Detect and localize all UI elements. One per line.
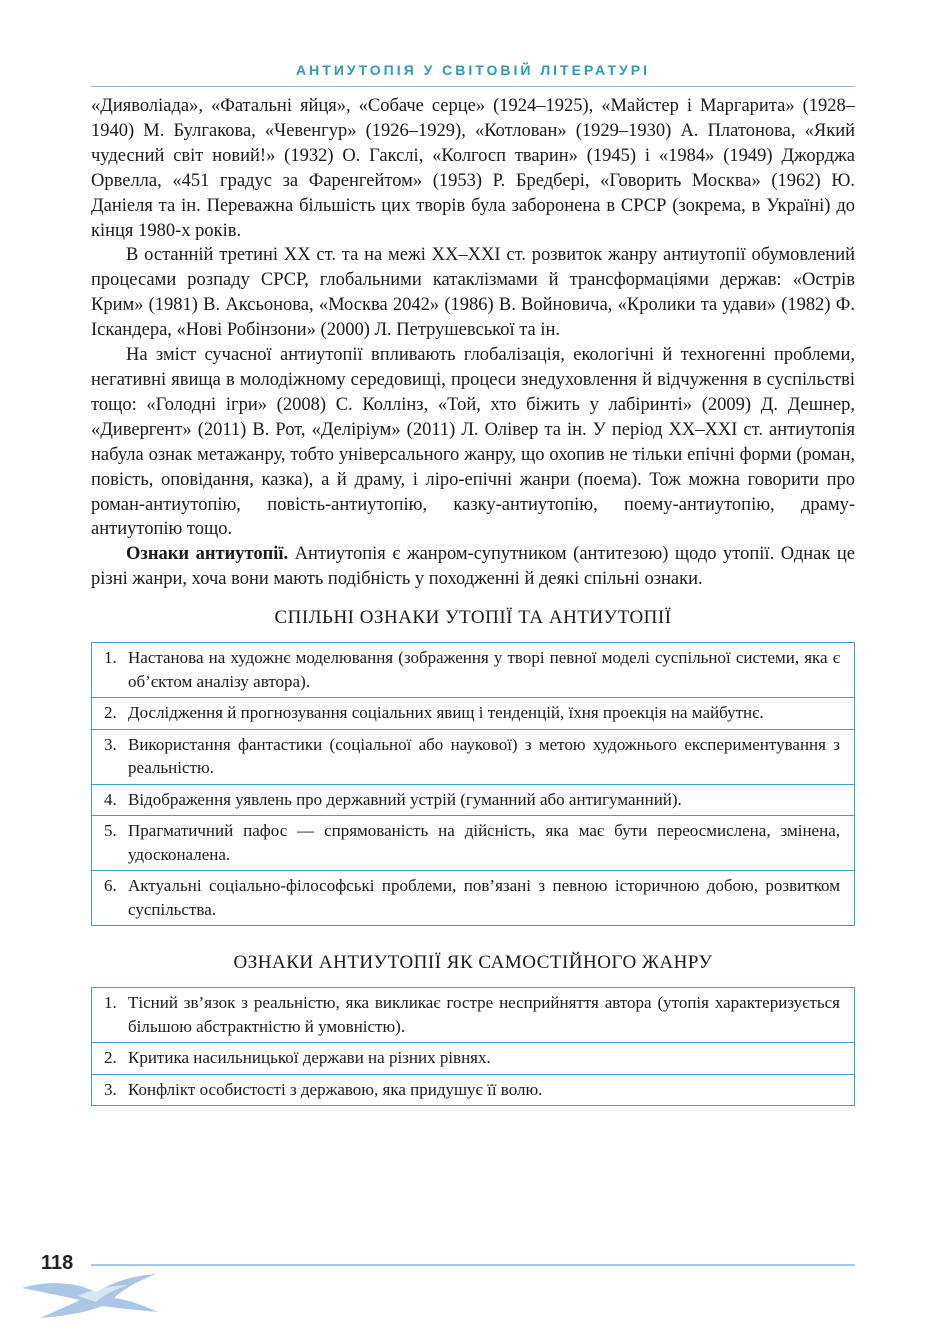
table-row xyxy=(92,1074,855,1106)
table-row xyxy=(92,816,855,871)
row-text: Прагматичний пафос — спрямованість на дійсність, яка має бути переосмислена, змінена, удосконалена. xyxy=(128,821,840,864)
row-text: Тісний зв’язок з реальністю, яка викликає гостре несприйняття автора (утопія характеризується більшою абстрактністю й умовністю). xyxy=(128,993,840,1036)
row-number: 4. xyxy=(104,789,117,809)
row-number: 2. xyxy=(104,703,117,723)
row-number: 5. xyxy=(104,821,117,841)
row-text: Конфлікт особистості з державою, яка придушує її волю. xyxy=(128,1079,543,1099)
row-text: Використання фантастики (соціальної або наукової) з метою художнього експериментування з реальністю. xyxy=(128,734,840,778)
genre-features-table xyxy=(91,987,855,1106)
table-row xyxy=(92,784,855,816)
page-content xyxy=(91,94,855,1106)
row-number: 6. xyxy=(104,876,117,896)
flying-bird-icon xyxy=(18,1266,168,1322)
row-number: 1. xyxy=(104,993,117,1013)
common-features-heading: СПІЛЬНІ ОЗНАКИ УТОПІЇ ТА АНТИУТОПІЇ xyxy=(274,607,672,629)
common-features-table xyxy=(91,642,855,926)
paragraph-lead-term: Ознаки антиутопії. xyxy=(126,544,289,565)
table-row xyxy=(92,988,855,1043)
row-text: Дослідження й прогнозування соціальних явищ і тенденцій, їхня проекція на майбутнє. xyxy=(128,703,764,723)
row-number: 3. xyxy=(104,1079,117,1099)
table-row xyxy=(92,698,855,730)
body-paragraph-3: На зміст сучасної антиутопії впливають глобалізація, екологічні й техногенні проблеми, негативні явища в молодіжному середовищі, процеси знедуховлення й відчуження в суспільстві тощо: «Голодні ігри» (2008) С. Коллінз, «Той, хто біжить у лабіринті» (2009) Д. Дешнер, «Дивергент» (2011) В. Рот, «Деліріум» (2011) Л. Олівер та ін. У період XX–XXI ст. антиутопія набула ознак метажанру, тобто універсального жанру, що охопив не тільки епічні форми (роман, повість, оповідання, казка), а й драму, і ліро-епічні жанри (поема). Тож можна говорити про роман-антиутопію, повість-антиутопію, казку-антиутопію, поему-антиутопію, драму-антиутопію тощо. xyxy=(91,345,855,540)
paragraph-4-text: Антиутопія є жанром-супутником (антитезою) щодо утопії. Однак це різні жанри, хоча вони мають подібність у походженні й деякі спільні ознаки. xyxy=(91,544,855,590)
row-text: Відображення уявлень про державний устрій (гуманний або антигуманний). xyxy=(128,789,682,809)
body-paragraph-2: В останній третині XX ст. та на межі XX–XXI ст. розвиток жанру антиутопії обумовлений процесами розпаду СРСР, глобальними катаклізмами й трансформаціями держав: «Острів Крим» (1981) В. Аксьонова, «Москва 2042» (1986) В. Войновича, «Кролики та удави» (1982) Ф. Іскандера, «Нові Робінзони» (2000) Л. Петрушевської та ін. xyxy=(91,245,855,341)
genre-features-heading: ОЗНАКИ АНТИУТОПІЇ ЯК САМОСТІЙНОГО ЖАНРУ xyxy=(233,952,713,974)
row-text: Актуальні соціально-філософські проблеми, пов’язані з певною історичною добою, розвитком суспільства. xyxy=(128,876,840,919)
table-row xyxy=(92,871,855,926)
row-number: 1. xyxy=(104,648,117,668)
body-paragraph-4 xyxy=(91,542,855,592)
body-paragraph-1: «Дияволіада», «Фатальні яйця», «Собаче серце» (1924–1925), «Майстер і Маргарита» (1928–1940) М. Булгакова, «Чевенгур» (1926–1929), «Котлован» (1929–1930) А. Платонова, «Який чудесний світ новий!» (1932) О. Гакслі, «Колгосп тварин» (1945) і «1984» (1949) Джорджа Орвелла, «451 градус за Фаренгейтом» (1953) Р. Бредбері, «Говорить Москва» (1962) Ю. Даніеля та ін. Переважна більшість цих творів була заборонена в СРСР (зокрема, в Україні) до кінця 1980-х років. xyxy=(91,96,855,241)
table-row xyxy=(92,1043,855,1075)
page-number: 118 xyxy=(41,1252,74,1274)
row-text: Настанова на художнє моделювання (зображення у творі певної моделі суспільної системи, яка є об’єктом аналізу автора). xyxy=(128,648,840,691)
table-row xyxy=(92,643,855,698)
row-number: 3. xyxy=(104,734,117,754)
running-title: АНТИУТОПІЯ У СВІТОВІЙ ЛІТЕРАТУРІ xyxy=(296,62,650,78)
row-number: 2. xyxy=(104,1048,117,1068)
header-divider xyxy=(91,86,855,87)
table-row xyxy=(92,729,855,784)
row-text: Критика насильницької держави на різних рівнях. xyxy=(128,1048,491,1068)
footer-divider xyxy=(91,1264,855,1266)
